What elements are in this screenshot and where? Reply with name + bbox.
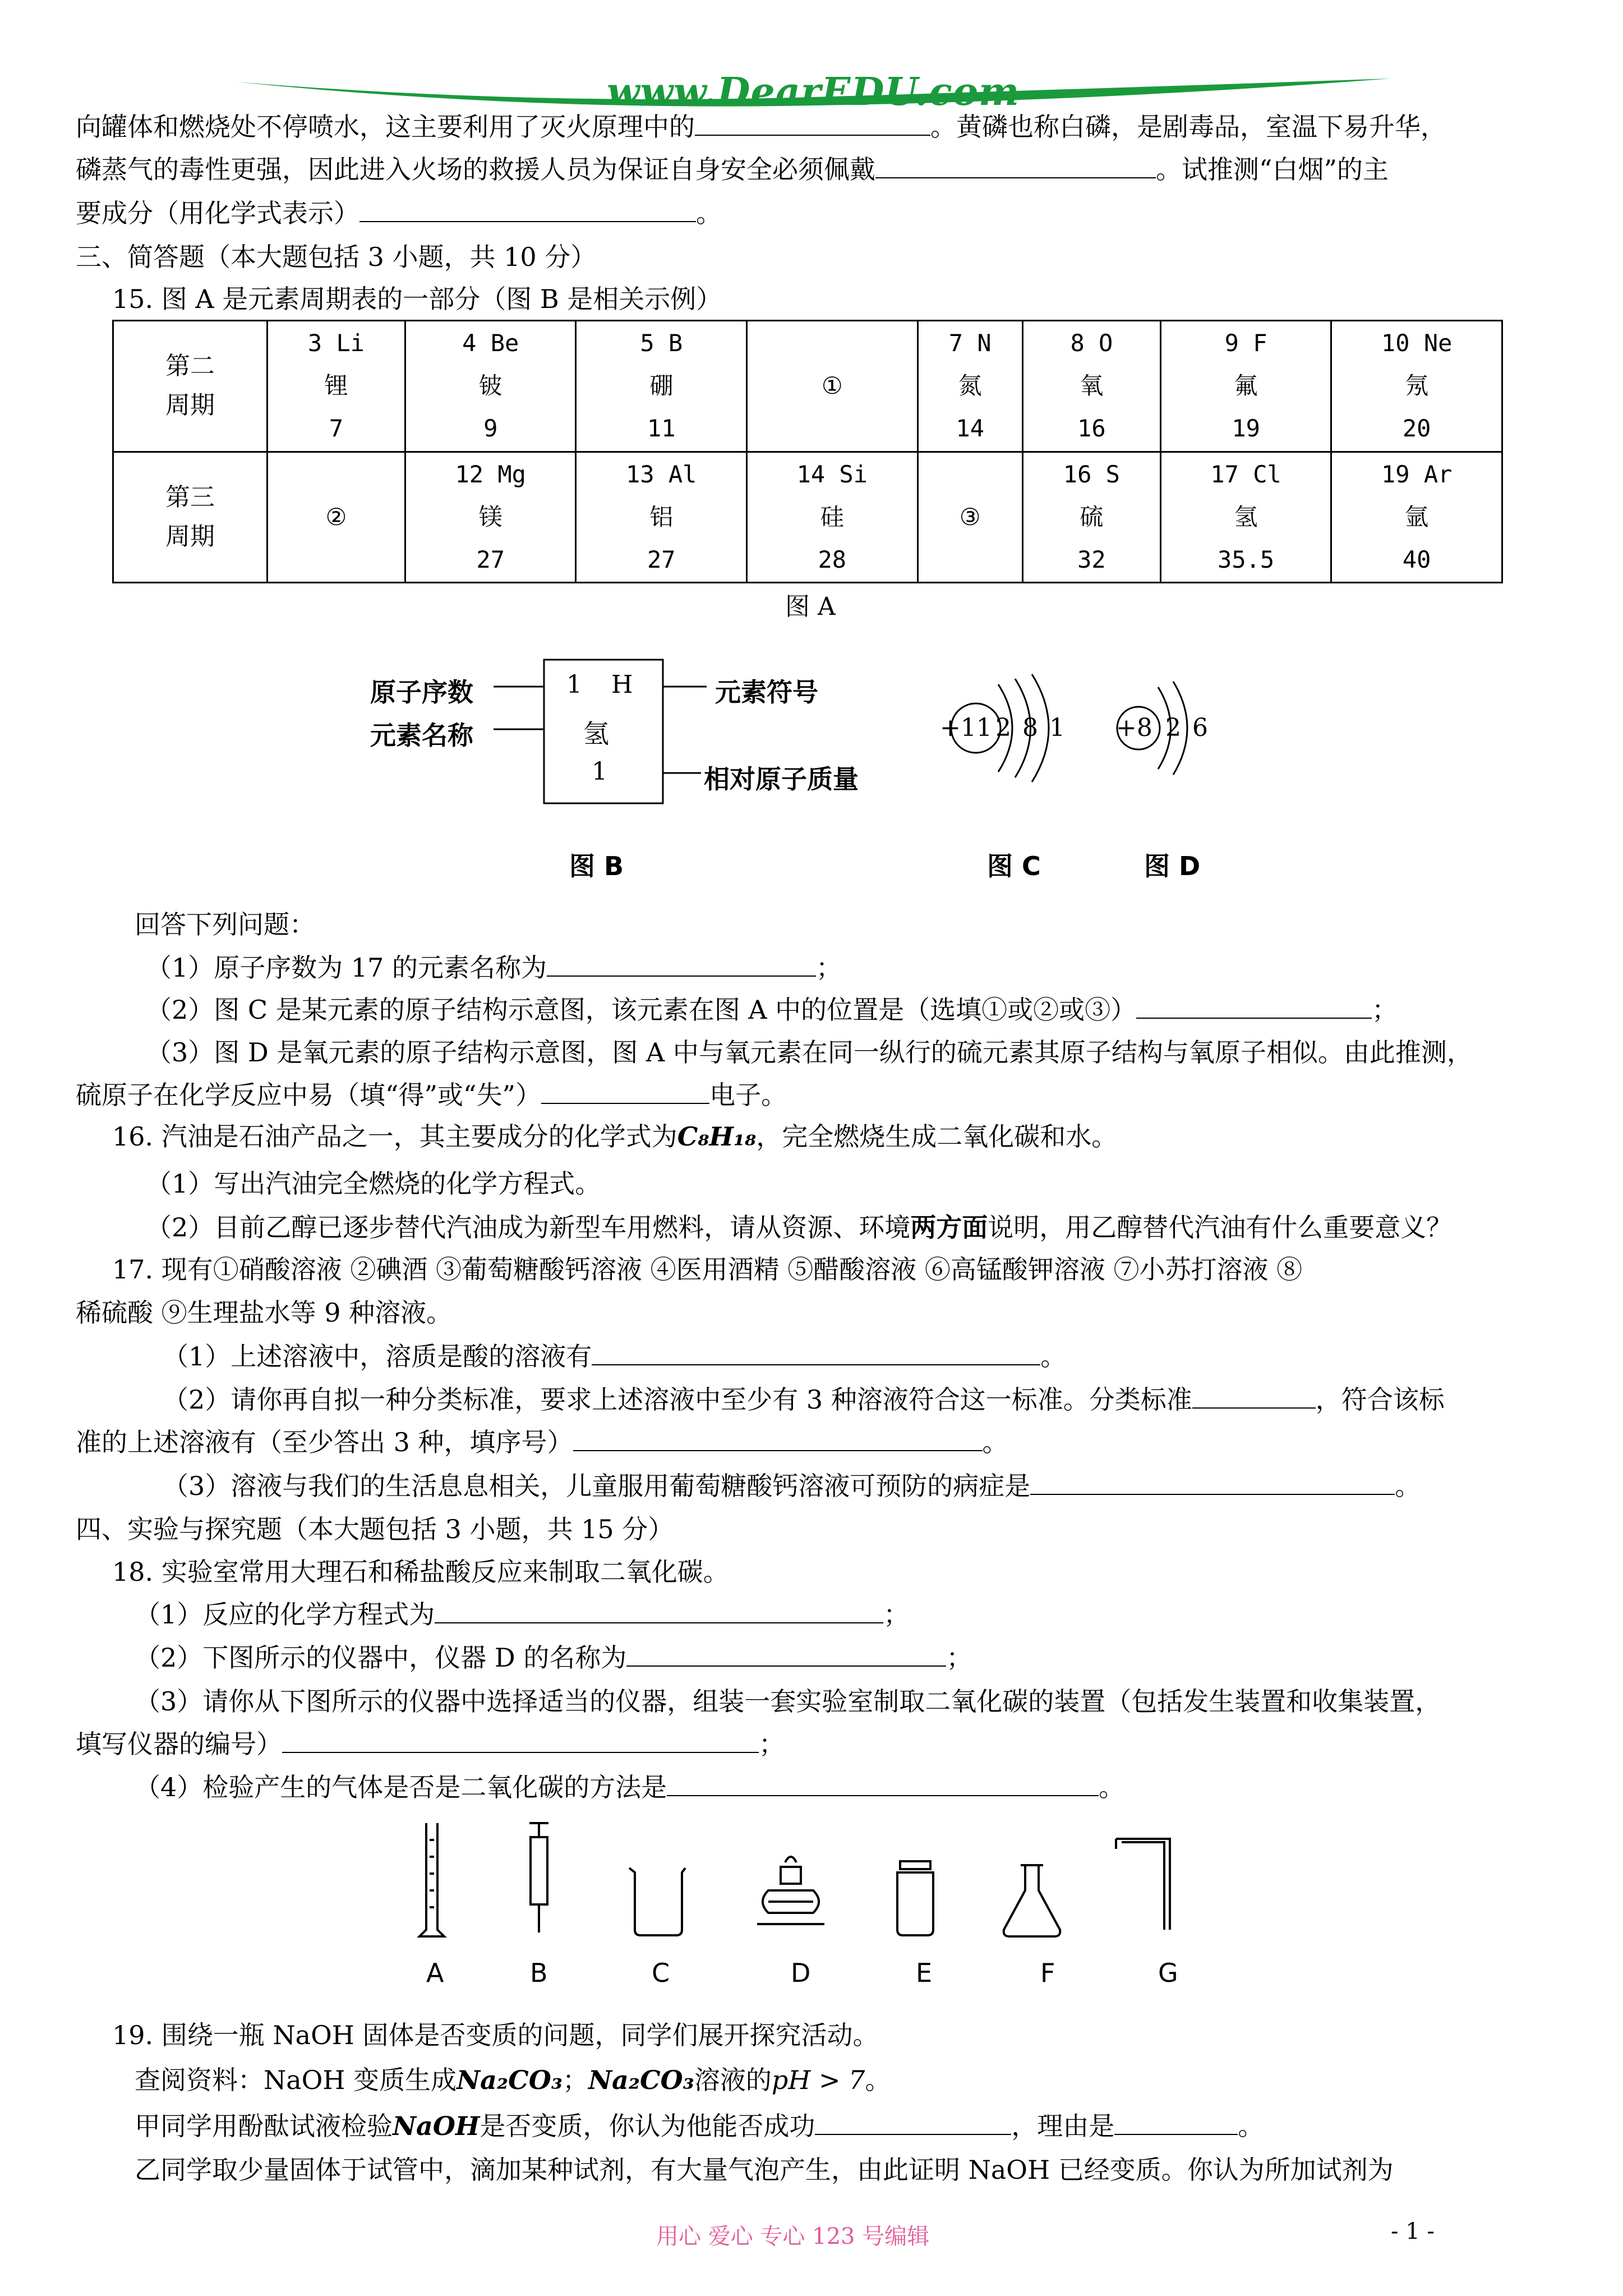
q18: 18. 实验室常用大理石和稀盐酸反应来制取二氧化碳。 (112, 1557, 729, 1587)
element-name: 氖 (1405, 372, 1429, 400)
q19-info (135, 2063, 891, 2097)
fig-d-shells: 2 6 (1165, 714, 1208, 742)
q16-2-bold: 两方面 (910, 1212, 988, 1243)
blank (1030, 1469, 1395, 1495)
element-name: 氧 (1080, 372, 1104, 400)
q16 (112, 1120, 1117, 1153)
q19-jia-text: 。 (1238, 2111, 1264, 2141)
q15-1-text: （1）原子序数为 17 的元素名称为 (146, 953, 547, 983)
intro-line-1 (76, 110, 1446, 144)
element-cell (1160, 321, 1331, 452)
element-cell (268, 321, 405, 452)
q15-1-end: ； (816, 953, 842, 983)
periodic-table (112, 320, 1503, 583)
atomic-mass-label: 相对原子质量 (704, 764, 859, 794)
blank (541, 1078, 709, 1104)
section3-heading: 三、简答题（本大题包括 3 小题，共 10 分） (76, 242, 597, 272)
element-symbol: 14 Si (796, 460, 868, 488)
q16-formula: C₈H₁₈ (677, 1121, 757, 1152)
table-row (113, 321, 1502, 452)
intro-text-3b: 。 (696, 198, 722, 228)
q19-jia-text: 甲同学用酚酞试液检验 (135, 2111, 393, 2141)
beaker-icon (629, 1868, 685, 1935)
q17b: 稀硫酸 ⑨生理盐水等 9 种溶液。 (76, 1297, 453, 1328)
intro-line-3 (76, 196, 722, 230)
element-name: ③ (959, 503, 981, 531)
q18-4 (135, 1770, 1124, 1804)
q16-2-text: （2）目前乙醇已逐步替代汽油成为新型车用燃料，请从资源、环境 (146, 1212, 911, 1243)
element-cell (405, 321, 576, 452)
delivery-tube-icon (1116, 1839, 1170, 1930)
apparatus-label-a: A (426, 1958, 444, 1988)
q19-formula: NaOH (393, 2111, 480, 2141)
period-label (113, 321, 268, 452)
period-label (113, 452, 268, 583)
logo-text: www.DearEDU.com (607, 70, 1020, 114)
q15-3c-text: 电子。 (709, 1080, 787, 1110)
q16-text-b: ，完全燃烧生成二氧化碳和水。 (756, 1121, 1118, 1152)
blank (573, 1425, 983, 1451)
element-mass: 32 (1077, 545, 1106, 573)
element-name: 氮 (958, 372, 982, 400)
element-mass: 11 (647, 415, 676, 443)
intro-text-2a: 磷蒸气的毒性更强，因此进入火场的救援人员为保证自身安全必须佩戴 (76, 154, 875, 185)
fig-b-name: 氢 (583, 719, 609, 749)
q17-3-text: （3）溶液与我们的生活息息相关，儿童服用葡萄糖酸钙溶液可预防的病症是 (163, 1471, 1031, 1501)
blank (435, 1598, 883, 1623)
element-name: 氢 (1234, 503, 1258, 531)
q18-3b (76, 1727, 785, 1761)
q19-yi: 乙同学取少量固体于试管中，滴加某种试剂，有大量气泡产生，由此证明 NaOH 已经变质。你认为所加试剂为 (135, 2155, 1394, 2185)
element-symbol-label: 元素符号 (715, 677, 818, 707)
element-name: 氩 (1405, 503, 1429, 531)
element-name: 镁 (478, 503, 502, 531)
q19-info-text: ； (562, 2065, 588, 2095)
intro-text-3a: 要成分（用化学式表示） (76, 198, 359, 228)
q16-1: （1）写出汽油完全燃烧的化学方程式。 (146, 1168, 601, 1199)
q15-3b-text: 硫原子在化学反应中易（填“得”或“失”） (76, 1080, 542, 1110)
q19-formula: Na₂CO₃ (457, 2065, 562, 2095)
element-mass: 7 (329, 415, 344, 443)
blank (359, 196, 696, 222)
q18-4-text: （4）检验产生的气体是否是二氧化碳的方法是 (135, 1772, 667, 1802)
element-symbol: 16 S (1063, 460, 1120, 488)
q17-1 (163, 1340, 1066, 1373)
element-symbol: 7 N (948, 329, 992, 357)
q17-3 (163, 1469, 1421, 1503)
q19-info-text: 查阅资料：NaOH 变质生成 (135, 2065, 457, 2095)
q19-jia-text: 是否变质，你认为他能否成功 (479, 2111, 815, 2141)
element-cell (1022, 321, 1160, 452)
element-mass: 28 (818, 545, 847, 573)
q15-3: （3）图 D 是氧元素的原子结构示意图，图 A 中与氧元素在同一纵行的硫元素其原子结构与氧原子相似。由此推测， (146, 1037, 1473, 1068)
element-symbol: 17 Cl (1210, 460, 1281, 488)
q16-text: 16. 汽油是石油产品之一，其主要成分的化学式为 (112, 1121, 677, 1152)
q17-2d-text: 。 (982, 1427, 1008, 1457)
element-name: 铍 (478, 372, 502, 400)
element-mass: 19 (1232, 415, 1260, 443)
element-mass: 40 (1402, 545, 1431, 573)
element-symbol: 19 Ar (1381, 460, 1453, 488)
element-mass: 27 (476, 545, 505, 573)
q17: 17. 现有①硝酸溶液 ②碘酒 ③葡萄糖酸钙溶液 ④医用酒精 ⑤醋酸溶液 ⑥高锰酸钾溶液 ⑦小苏打溶液 ⑧ (112, 1254, 1303, 1285)
element-name: 硼 (649, 372, 674, 400)
element-mass: 14 (956, 415, 984, 443)
q19-jia (135, 2109, 1264, 2143)
blank (1192, 1383, 1316, 1409)
intro-text-1b: 。黄磷也称白磷，是剧毒品，室温下易升华， (930, 112, 1446, 142)
element-symbol: 5 B (640, 329, 683, 357)
apparatus-label-g: G (1158, 1958, 1178, 1988)
header-logo (236, 66, 1391, 117)
q19-info-text: 。 (865, 2065, 891, 2095)
element-name: 硅 (820, 503, 844, 531)
element-cell (1331, 321, 1502, 452)
table-row (113, 452, 1502, 583)
q18-3c-text: ； (759, 1729, 785, 1759)
element-mass: 27 (647, 545, 676, 573)
blank (1136, 993, 1372, 1019)
element-name: 氟 (1234, 372, 1258, 400)
page-number: - 1 - (1391, 2219, 1435, 2244)
q18-1 (135, 1598, 909, 1631)
section4-heading: 四、实验与探究题（本大题包括 3 小题，共 15 分） (76, 1514, 674, 1544)
footer-text: 用心 爱心 专心 123 号编辑 (656, 2224, 930, 2249)
apparatus-label-f: F (1040, 1958, 1055, 1988)
fig-b-mass: 1 (592, 757, 607, 786)
q18-3: （3）请你从下图所示的仪器中选择适当的仪器，组装一套实验室制取二氧化碳的装置（包括发生装置和收集装置， (135, 1686, 1441, 1717)
element-cell-blank (268, 452, 405, 583)
q15-2-end: ； (1372, 995, 1398, 1025)
q17-2c-text: 准的上述溶液有（至少答出 3 种，填序号） (76, 1427, 573, 1457)
element-mass: 9 (483, 415, 498, 443)
q15-2 (146, 993, 1398, 1027)
figure-b-caption: 图 B (569, 851, 624, 881)
q19-formula: Na₂CO₃ (588, 2065, 694, 2095)
apparatus-label-c: C (652, 1958, 670, 1988)
blank (626, 1641, 946, 1667)
atomic-number-label: 原子序数 (370, 677, 473, 707)
blank (667, 1770, 1099, 1796)
element-name: ① (821, 372, 843, 400)
element-cell (1022, 452, 1160, 583)
blank (815, 2109, 1011, 2135)
answer-prompt: 回答下列问题： (135, 909, 315, 940)
apparatus-figure (409, 1818, 1228, 1952)
fig-b-number: 1 (566, 670, 582, 699)
element-mass: 35.5 (1218, 545, 1275, 573)
q16-2 (146, 1211, 1452, 1244)
apparatus-label-e: E (916, 1958, 933, 1988)
q18-2-text: （2）下图所示的仪器中，仪器 D 的名称为 (135, 1642, 627, 1673)
fig-c-nucleus: +11 (940, 714, 992, 742)
q16-2-text-b: 说明，用乙醇替代汽油有什么重要意义？ (988, 1212, 1453, 1243)
figure-d-caption: 图 D (1144, 851, 1201, 881)
intro-line-2 (76, 153, 1389, 186)
q17-1-end: 。 (1040, 1341, 1067, 1372)
q17-2c (76, 1425, 1008, 1459)
intro-text-1a: 向罐体和燃烧处不停喷水，这主要利用了灭火原理中的 (76, 112, 695, 142)
period-text: 周期 (165, 522, 215, 551)
syringe-icon (529, 1823, 548, 1932)
element-symbol: 10 Ne (1381, 329, 1453, 357)
element-symbol: 8 O (1070, 329, 1113, 357)
element-cell (405, 452, 576, 583)
period-text: 第三 (165, 482, 215, 512)
element-mass: 16 (1077, 415, 1106, 443)
fig-b-symbol: H (611, 670, 633, 699)
element-cell (747, 452, 918, 583)
element-symbol: 12 Mg (455, 460, 526, 488)
q15-3b (76, 1078, 787, 1112)
q18-1-end: ； (883, 1599, 910, 1630)
q15-text: 15. 图 A 是元素周期表的一部分（图 B 是相关示例） (112, 284, 722, 314)
element-cell (576, 452, 747, 583)
element-symbol: 9 F (1224, 329, 1267, 357)
q18-4-end: 。 (1099, 1772, 1125, 1802)
blank (1114, 2109, 1238, 2135)
element-cell-blank (747, 321, 918, 452)
gas-jar-icon (897, 1861, 933, 1935)
element-mass: 20 (1402, 415, 1431, 443)
q19-formula: pH > 7 (771, 2065, 865, 2095)
apparatus-label-b: B (530, 1958, 548, 1988)
q17-1-text: （1）上述溶液中，溶质是酸的溶液有 (163, 1341, 592, 1372)
element-cell-blank (917, 452, 1022, 583)
element-name-label: 元素名称 (370, 720, 473, 751)
element-name: ② (325, 503, 347, 531)
figure-c-caption: 图 C (987, 851, 1041, 881)
blank (592, 1340, 1040, 1365)
element-name: 硫 (1080, 503, 1104, 531)
element-symbol: 13 Al (626, 460, 697, 488)
apparatus-label-d: D (791, 1958, 811, 1988)
graduated-cylinder-icon (419, 1823, 444, 1936)
element-symbol: 3 Li (307, 329, 365, 357)
element-cell (917, 321, 1022, 452)
element-cell (1331, 452, 1502, 583)
intro-text-2b: 。试推测“白烟”的主 (1156, 154, 1389, 185)
q17-2-text-b: ，符合该标 (1315, 1384, 1445, 1415)
q17-2-text: （2）请你再自拟一种分类标准，要求上述溶液中至少有 3 种溶液符合这一标准。分类标准 (163, 1384, 1192, 1415)
q18-3b-text: 填写仪器的编号） (76, 1729, 282, 1759)
blank (282, 1727, 759, 1753)
q18-2 (135, 1641, 972, 1674)
conical-flask-icon (1004, 1865, 1061, 1936)
period-text: 周期 (165, 391, 215, 420)
blank (695, 110, 930, 136)
element-cell (1160, 452, 1331, 583)
q19-jia-text: ，理由是 (1011, 2111, 1115, 2141)
figure-a-caption: 图 A (785, 592, 836, 621)
element-name: 锂 (324, 372, 348, 400)
blank (547, 951, 816, 977)
q19: 19. 围绕一瓶 NaOH 固体是否变质的问题，同学们展开探究活动。 (112, 2020, 879, 2050)
period-text: 第二 (165, 352, 215, 381)
element-symbol: 4 Be (462, 329, 519, 357)
q17-3-end: 。 (1395, 1471, 1421, 1501)
alcohol-lamp-icon (757, 1857, 824, 1924)
q18-2-end: ； (946, 1642, 972, 1673)
element-name: 铝 (649, 503, 674, 531)
fig-d-nucleus: +8 (1116, 714, 1152, 742)
q15-1 (146, 951, 842, 984)
q15-2-text: （2）图 C 是某元素的原子结构示意图，该元素在图 A 中的位置是（选填①或②或③） (146, 995, 1137, 1025)
blank (875, 153, 1156, 178)
q19-info-text: 溶液的 (694, 2065, 772, 2095)
fig-c-shells: 2 8 1 (995, 714, 1065, 742)
q17-2 (163, 1383, 1445, 1416)
q18-1-text: （1）反应的化学方程式为 (135, 1599, 435, 1630)
element-cell (576, 321, 747, 452)
